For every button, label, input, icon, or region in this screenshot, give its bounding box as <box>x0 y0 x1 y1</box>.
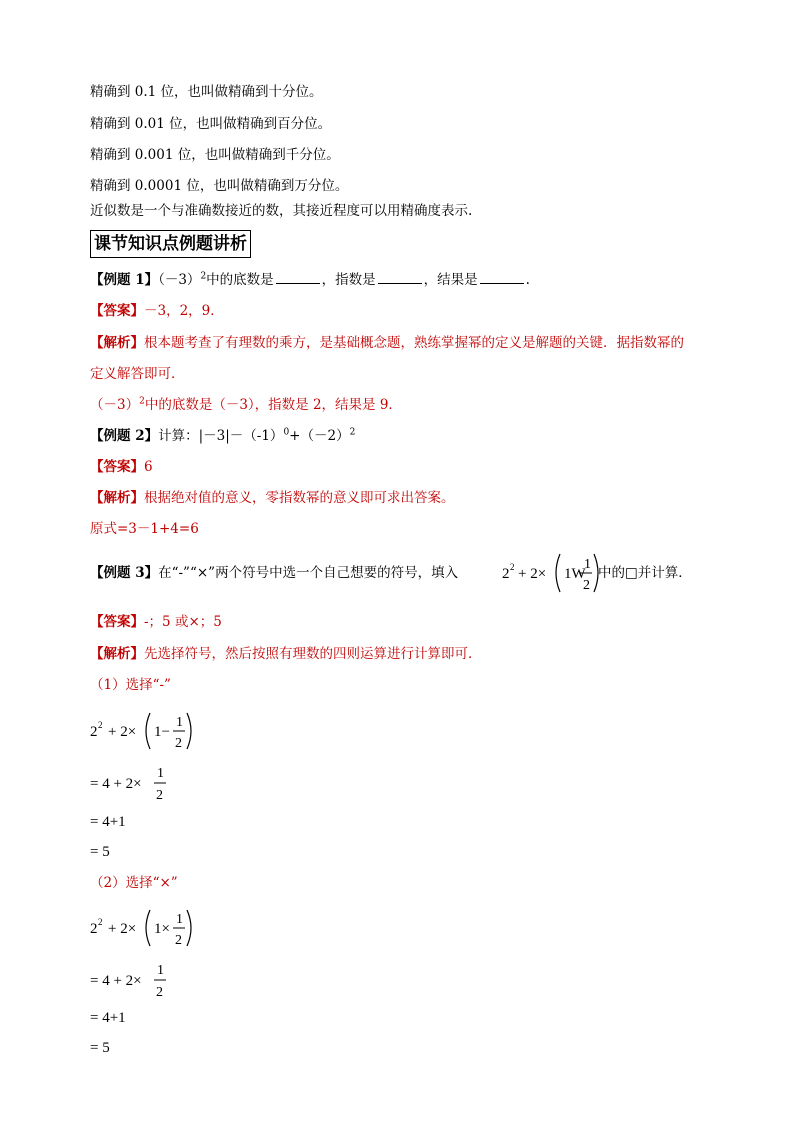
answer-label: 【答案】 <box>90 459 144 475</box>
q-base: 2 <box>502 566 510 582</box>
s1-den: 2 <box>156 788 163 803</box>
answer-label: 【答案】 <box>90 303 144 319</box>
example-2-solution: 原式=3－1+4=6 <box>90 521 199 537</box>
case-2-step-1 <box>90 959 180 1008</box>
answer-text: －3，2，9． <box>144 303 224 319</box>
case-1-step-2: = 4+1 <box>90 814 126 830</box>
example-2-question <box>90 427 355 445</box>
right-paren <box>187 910 191 946</box>
answer-text: 6 <box>144 459 153 475</box>
e2-mid: + 2× <box>108 921 137 937</box>
q-den: 2 <box>583 578 590 593</box>
ex1-text-a: （－3） <box>158 272 201 288</box>
q-exp: 2 <box>510 562 515 572</box>
answer-blank-1[interactable] <box>276 271 320 284</box>
section-title: 课节知识点例题讲析 <box>90 230 251 258</box>
solution-b: 中的底数是（－3），指数是 2，结果是 9． <box>144 397 402 413</box>
intro-line-2: 精确到 0.01 位，也叫做精确到百分位。 <box>90 116 332 132</box>
s1-num: 1 <box>157 766 164 781</box>
example-1-question <box>90 271 530 289</box>
answer-text: -；5 或×；5 <box>144 614 222 630</box>
example-1-analysis-cont: 定义解答即可． <box>90 366 185 382</box>
case-1-step-1 <box>90 762 180 811</box>
ex3-text-b: 中的□并计算． <box>598 565 692 581</box>
ex3-text-a: 在“-”“×”两个符号中选一个自己想要的符号，填入 <box>158 565 459 581</box>
ex1-text-c: ，指数是 <box>321 272 376 288</box>
example-2-analysis <box>90 489 455 507</box>
q-plus: + 2× <box>518 566 547 582</box>
e2-base: 2 <box>90 921 98 937</box>
example-3-question <box>90 564 458 582</box>
example-1-answer <box>90 302 224 320</box>
e2-num: 1 <box>176 912 183 927</box>
example-3-analysis <box>90 645 482 663</box>
analysis-text: 根本题考查了有理数的乘方，是基础概念题，熟练掌握幂的定义是解题的关键．据指数幂的 <box>144 335 684 351</box>
answer-blank-2[interactable] <box>378 271 422 284</box>
analysis-label: 【解析】 <box>90 490 144 506</box>
example-3-formula <box>502 550 602 601</box>
solution-a: （－3） <box>90 397 140 413</box>
ex2-text: 计算：|－3|－（-1） <box>158 428 284 444</box>
intro-line-4: 精确到 0.0001 位，也叫做精确到万分位。 <box>90 178 349 194</box>
case-1-title: （1）选择“-” <box>90 677 171 693</box>
question-expression <box>502 550 602 596</box>
ex1-text-e: . <box>525 272 530 288</box>
ex2-sup1: 0 <box>283 427 290 438</box>
e1-inner: 1− <box>154 724 170 740</box>
example-2-label: 【例题 2】 <box>90 428 159 444</box>
left-paren <box>146 910 150 946</box>
e2-den: 2 <box>175 933 182 948</box>
e2-inner: 1× <box>154 921 170 937</box>
example-1-analysis <box>90 334 684 352</box>
intro-line-1: 精确到 0.1 位，也叫做精确到十分位。 <box>90 84 323 100</box>
case-1-step-3: = 5 <box>90 844 110 860</box>
s1-text: = 4 + 2× <box>90 776 142 792</box>
ex2-text-b: +（－2） <box>289 428 350 444</box>
example-1-solution <box>90 396 402 414</box>
q-one: 1W <box>564 566 586 582</box>
q-num: 1 <box>584 557 591 572</box>
case-2-step-3: = 5 <box>90 1040 110 1056</box>
analysis-label: 【解析】 <box>90 646 144 662</box>
analysis-text: 根据绝对值的意义，零指数幂的意义即可求出答案。 <box>144 490 455 506</box>
analysis-label: 【解析】 <box>90 335 144 351</box>
case-2-title: （2）选择“×” <box>90 875 178 891</box>
example-3-answer <box>90 613 222 631</box>
ex1-text-d: ，结果是 <box>423 272 478 288</box>
example-1-label: 【例题 1】 <box>90 272 159 288</box>
case-1-expression <box>90 710 200 761</box>
solution-sup: 2 <box>139 396 145 407</box>
case-2-expression <box>90 907 200 958</box>
intro-line-5: 近似数是一个与准确数接近的数，其接近程度可以用精确度表示. <box>90 203 473 219</box>
s2-den: 2 <box>156 985 163 1000</box>
example-2-answer <box>90 458 153 476</box>
ex1-sup: 2 <box>200 271 207 282</box>
left-paren <box>146 713 150 749</box>
example-3-label: 【例题 3】 <box>90 565 159 581</box>
answer-label: 【答案】 <box>90 614 144 630</box>
e1-num: 1 <box>176 715 183 730</box>
ex2-sup2: 2 <box>349 427 356 438</box>
e1-mid: + 2× <box>108 724 137 740</box>
e2-exp: 2 <box>98 917 103 927</box>
e1-den: 2 <box>175 736 182 751</box>
s2-text: = 4 + 2× <box>90 973 142 989</box>
left-paren <box>556 554 560 592</box>
e1-exp: 2 <box>98 720 103 730</box>
right-paren <box>187 713 191 749</box>
e1-base: 2 <box>90 724 98 740</box>
intro-line-3: 精确到 0.001 位，也叫做精确到千分位。 <box>90 147 340 163</box>
ex1-text-b: 中的底数是 <box>206 272 274 288</box>
answer-blank-3[interactable] <box>480 271 524 284</box>
analysis-text: 先选择符号，然后按照有理数的四则运算进行计算即可． <box>144 646 482 662</box>
s2-num: 1 <box>157 963 164 978</box>
case-2-step-2: = 4+1 <box>90 1010 126 1026</box>
